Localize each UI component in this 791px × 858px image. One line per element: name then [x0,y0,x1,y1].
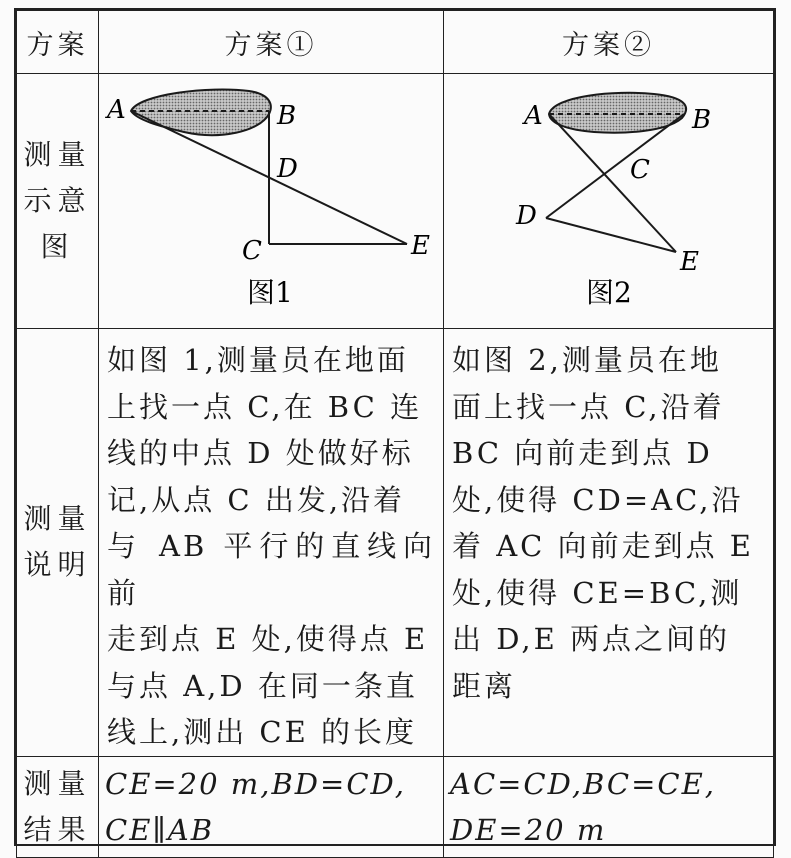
description-line: 着 AC 向前走到点 E [452,529,754,563]
row-label-description: 测量 说明 [17,329,99,757]
header-row [17,11,774,74]
header-col-plan: 方案 [17,11,99,74]
description-row [17,329,774,757]
description-line: 面上找一点 C,沿着 [452,389,725,424]
label-E: E [680,247,699,277]
description-line: 记,从点 C 出发,沿着 [107,482,406,517]
label-C: C [242,236,262,266]
plan-table-frame [14,8,776,846]
figure-2-cell [444,74,774,329]
label-E: E [411,231,430,261]
plan-1-result [99,756,444,857]
label-D: D [516,201,537,231]
measurement-plans-table [16,10,774,858]
label-C: C [630,155,650,185]
result-row [17,756,774,857]
label-A: A [107,95,126,125]
figure-2-caption: 图2 [586,276,632,309]
figure-2 [444,74,777,324]
plan-2-description [444,329,774,757]
plan-1-description [99,329,444,757]
description-line: 与点 A,D 在同一条直 [107,668,418,703]
result-line: AC=CD,BC=CE, [450,766,716,801]
segment-DE [546,218,676,252]
label-D: D [277,154,298,184]
row-label-diagram: 测量 示意 图 [17,74,99,329]
description-line: 出 D,E 两点之间的 [452,622,731,656]
description-line: 处,使得 CE=BC,测 [452,575,743,610]
diagram-row [17,74,774,329]
result-line: DE=20 m [450,812,607,847]
description-line: 如图 1,测量员在地面 [107,343,409,377]
label-B: B [277,101,297,131]
figure-1 [99,74,444,324]
description-line: 线的中点 D 处做好标 [107,436,414,470]
lake-shape [131,90,271,136]
description-line: 与 AB 平行的直线向前 [107,529,435,610]
description-line: 处,使得 CD=AC,沿 [452,482,744,517]
description-line: BC 向前走到点 D [452,436,713,470]
label-A: A [524,101,543,131]
description-line: 如图 2,测量员在地 [452,343,722,377]
description-line: 线上,测出 CE 的长度 [107,715,418,749]
result-line: CE∥AB [105,812,215,847]
description-line: 上找一点 C,在 BC 连 [107,389,423,424]
figure-1-caption: 图1 [247,276,293,309]
label-B: B [692,105,712,135]
description-line: 走到点 E 处,使得点 E [107,622,429,656]
plan-2-result [444,756,774,857]
header-plan-1: 方案① [99,11,444,74]
figure-1-cell [99,74,444,329]
header-plan-2: 方案② [444,11,774,74]
row-label-result: 测量 结果 [17,756,99,857]
description-line: 距离 [452,668,517,703]
result-line: CE=20 m,BD=CD, [105,766,406,801]
